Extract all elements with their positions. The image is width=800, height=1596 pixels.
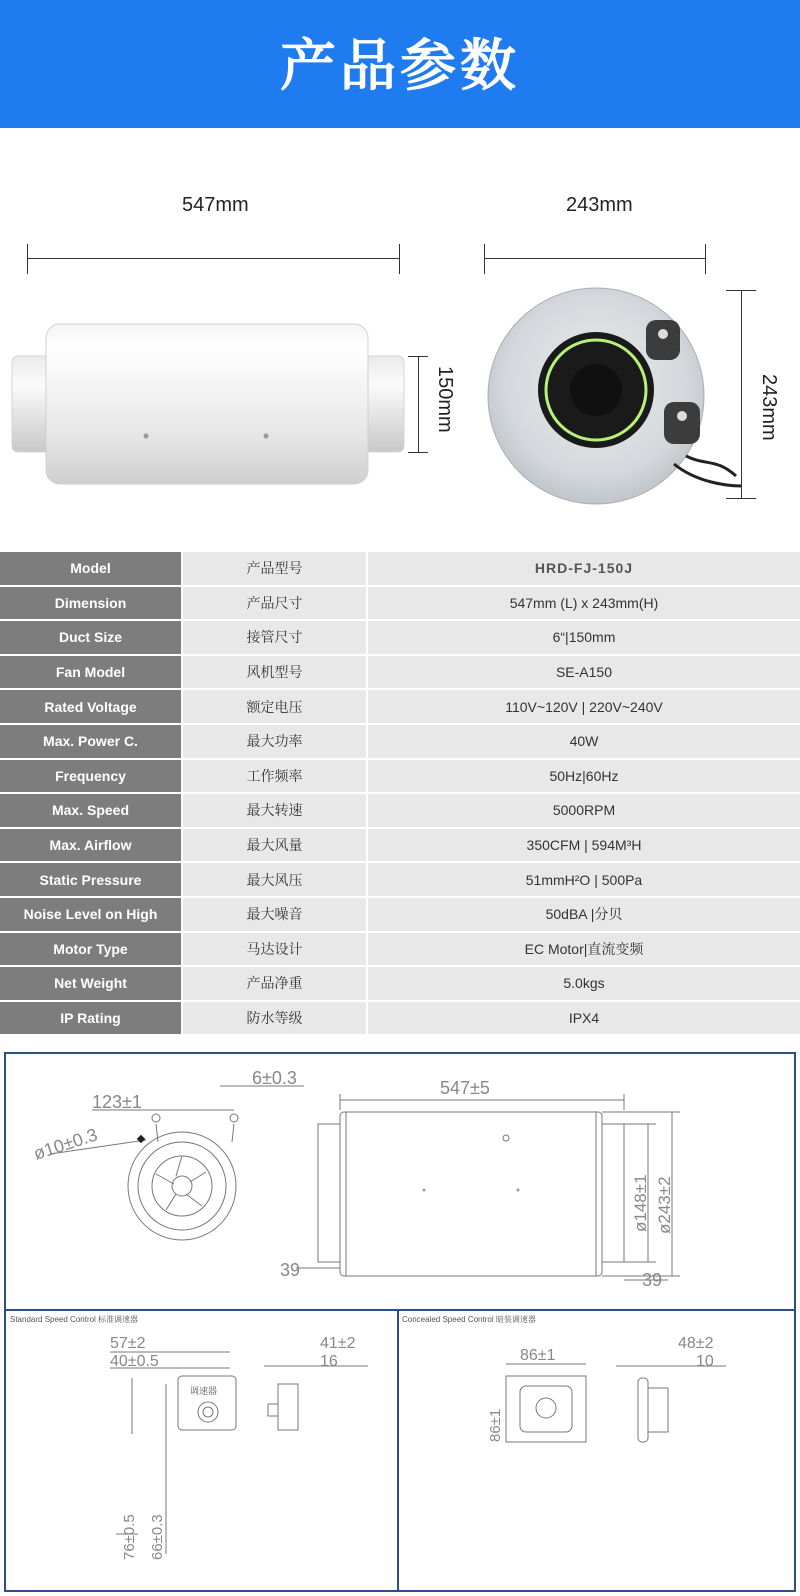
height-dimension-line	[741, 290, 742, 498]
standard-speed-control-title: Standard Speed Control 标准调速器	[10, 1315, 139, 1324]
spec-name-en: Motor Type	[0, 932, 182, 967]
concealed-speed-control-title: Concealed Speed Control 暗装调速器	[402, 1315, 536, 1324]
spec-name-zh: 工作频率	[182, 759, 367, 794]
spec-value: IPX4	[367, 1001, 800, 1036]
table-row	[0, 724, 800, 759]
table-row	[0, 862, 800, 897]
dimension-tick	[705, 244, 706, 274]
spec-value: 50Hz|60Hz	[367, 759, 800, 794]
dim-76: 76±0.5	[121, 1514, 138, 1560]
diameter-dimension-line	[484, 258, 706, 259]
page-title: 产品参数	[280, 34, 520, 99]
spec-name-zh: 最大风量	[182, 828, 367, 863]
duct-dimension-line	[418, 356, 419, 452]
dimension-tick	[408, 452, 428, 453]
dim-123: 123±1	[92, 1092, 142, 1112]
table-row	[0, 897, 800, 932]
spec-name-en: Max. Power C.	[0, 724, 182, 759]
table-row	[0, 932, 800, 967]
technical-drawing-svg	[6, 1054, 794, 1590]
spec-name-zh: 最大转速	[182, 793, 367, 828]
technical-drawing	[4, 1052, 796, 1592]
spec-name-en: IP Rating	[0, 1001, 182, 1036]
spec-name-zh: 风机型号	[182, 655, 367, 690]
header-banner	[0, 0, 800, 128]
spec-name-zh: 最大功率	[182, 724, 367, 759]
spec-table	[0, 552, 800, 1036]
dim-6: 6±0.3	[252, 1068, 297, 1088]
spec-name-zh: 最大风压	[182, 862, 367, 897]
spec-name-en: Max. Airflow	[0, 828, 182, 863]
dim-10: ø10±0.3	[31, 1124, 100, 1164]
dim-57: 57±2	[110, 1335, 146, 1352]
dim-48: 48±2	[678, 1335, 714, 1352]
spec-value: SE-A150	[367, 655, 800, 690]
dim-86-top: 86±1	[520, 1347, 556, 1364]
table-row	[0, 966, 800, 1001]
spec-value: 110V~120V | 220V~240V	[367, 689, 800, 724]
table-row	[0, 759, 800, 794]
spec-name-zh: 马达设计	[182, 932, 367, 967]
spec-name-en: Dimension	[0, 586, 182, 621]
dimension-tick	[484, 244, 485, 274]
diameter-label: 243mm	[566, 194, 633, 216]
dim-41: 41±2	[320, 1335, 356, 1352]
length-dimension-line	[27, 258, 399, 259]
spec-value: 5.0kgs	[367, 966, 800, 1001]
spec-value: 547mm (L) x 243mm(H)	[367, 586, 800, 621]
spec-name-zh: 产品型号	[182, 552, 367, 586]
spec-name-en: Max. Speed	[0, 793, 182, 828]
table-row	[0, 586, 800, 621]
length-label: 547mm	[182, 194, 249, 216]
spec-name-en: Model	[0, 552, 182, 586]
spec-name-zh: 产品尺寸	[182, 586, 367, 621]
spec-value: 5000RPM	[367, 793, 800, 828]
table-row	[0, 1001, 800, 1036]
dim-16: 16	[320, 1353, 338, 1370]
duct-label: 150mm	[434, 366, 456, 433]
dim-39-left: 39	[280, 1260, 301, 1280]
fan-front-view-image	[486, 286, 746, 506]
spec-value: 51mmH²O | 500Pa	[367, 862, 800, 897]
dim-148: ø148±1	[631, 1174, 650, 1232]
spec-name-en: Duct Size	[0, 620, 182, 655]
dim-243: ø243±2	[655, 1176, 674, 1234]
front-view-outline	[128, 1132, 236, 1240]
spec-value: HRD-FJ-150J	[367, 552, 800, 586]
spec-value: 40W	[367, 724, 800, 759]
dimension-tick	[399, 244, 400, 274]
spec-name-zh: 额定电压	[182, 689, 367, 724]
spec-name-zh: 最大噪音	[182, 897, 367, 932]
dim-40: 40±0.5	[110, 1353, 159, 1370]
table-row	[0, 828, 800, 863]
spec-value: 350CFM | 594M³H	[367, 828, 800, 863]
dim-66: 66±0.3	[149, 1514, 166, 1560]
knob-label: 调速器	[190, 1387, 218, 1397]
table-row	[0, 655, 800, 690]
dimension-tick	[27, 244, 28, 274]
table-row	[0, 793, 800, 828]
dimension-tick	[726, 498, 756, 499]
dim-10-concealed: 10	[696, 1353, 714, 1370]
dim-39-right: 39	[642, 1270, 663, 1290]
spec-name-en: Net Weight	[0, 966, 182, 1001]
spec-name-en: Rated Voltage	[0, 689, 182, 724]
spec-name-en: Static Pressure	[0, 862, 182, 897]
spec-name-en: Noise Level on High	[0, 897, 182, 932]
dim-86-side: 86±1	[487, 1408, 504, 1442]
table-row	[0, 620, 800, 655]
fan-side-view-image	[10, 318, 430, 494]
spec-name-zh: 防水等级	[182, 1001, 367, 1036]
spec-value: 6“|150mm	[367, 620, 800, 655]
table-row	[0, 552, 800, 586]
spec-name-en: Fan Model	[0, 655, 182, 690]
spec-name-zh: 接管尺寸	[182, 620, 367, 655]
spec-name-en: Frequency	[0, 759, 182, 794]
height-label: 243mm	[758, 374, 780, 441]
table-row	[0, 689, 800, 724]
spec-name-zh: 产品净重	[182, 966, 367, 1001]
spec-value: EC Motor|直流变频	[367, 932, 800, 967]
dim-547: 547±5	[440, 1078, 490, 1098]
spec-value: 50dBA |分贝	[367, 897, 800, 932]
